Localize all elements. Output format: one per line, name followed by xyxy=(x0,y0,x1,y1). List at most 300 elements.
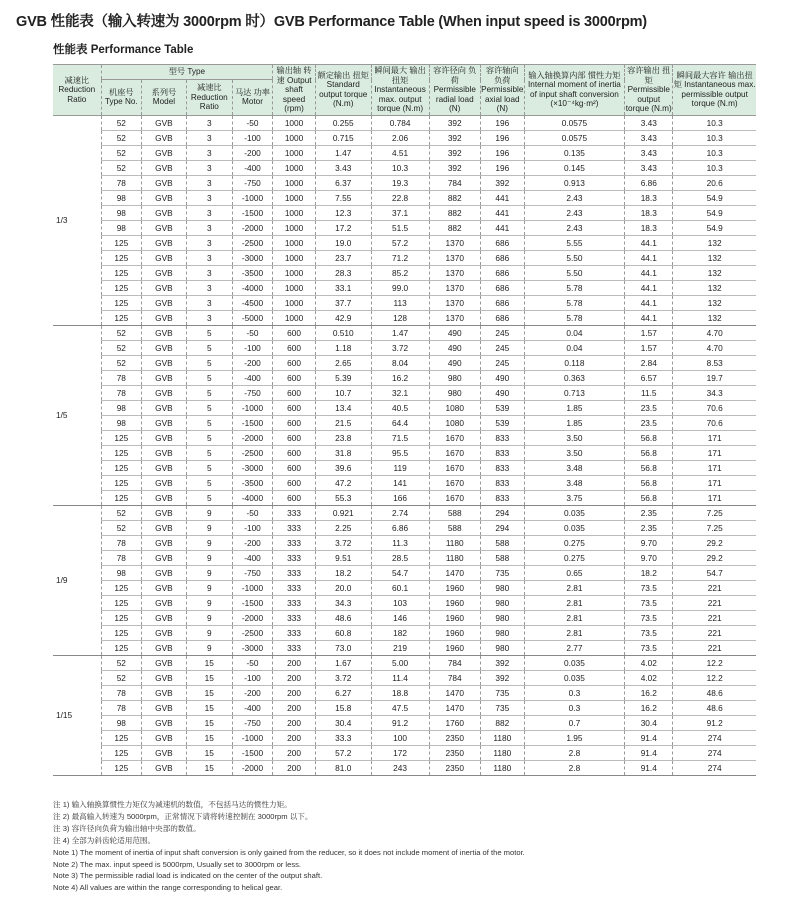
table-cell: 1000 xyxy=(273,160,316,175)
table-cell: 60.8 xyxy=(315,625,371,640)
table-cell: 600 xyxy=(273,415,316,430)
table-cell: GVB xyxy=(142,580,187,595)
table-cell: 0.913 xyxy=(524,175,625,190)
table-cell: GVB xyxy=(142,475,187,490)
table-cell: 125 xyxy=(101,280,141,295)
table-cell: -100 xyxy=(232,520,272,535)
table-cell: 784 xyxy=(429,670,480,685)
table-cell: 600 xyxy=(273,475,316,490)
table-cell: 882 xyxy=(480,715,524,730)
table-cell: 98 xyxy=(101,565,141,580)
table-cell: 166 xyxy=(371,490,429,505)
table-cell: 274 xyxy=(673,745,756,760)
table-cell: 1000 xyxy=(273,130,316,145)
table-cell: 9 xyxy=(186,550,232,565)
table-cell: -3000 xyxy=(232,460,272,475)
table-cell: GVB xyxy=(142,715,187,730)
table-cell: 1470 xyxy=(429,700,480,715)
table-cell: 113 xyxy=(371,295,429,310)
table-cell: 132 xyxy=(673,295,756,310)
table-cell: -750 xyxy=(232,175,272,190)
table-row xyxy=(53,565,756,580)
table-cell: 15 xyxy=(186,700,232,715)
table-cell: -4500 xyxy=(232,295,272,310)
table-cell: 686 xyxy=(480,310,524,325)
table-cell: GVB xyxy=(142,250,187,265)
table-cell: 1180 xyxy=(480,730,524,745)
table-cell: 1370 xyxy=(429,250,480,265)
table-cell: 10.7 xyxy=(315,385,371,400)
table-cell: 196 xyxy=(480,115,524,130)
table-cell: 833 xyxy=(480,475,524,490)
table-cell: -1000 xyxy=(232,190,272,205)
table-row xyxy=(53,760,756,775)
table-row xyxy=(53,415,756,430)
table-cell: 833 xyxy=(480,445,524,460)
table-cell: 15 xyxy=(186,685,232,700)
table-cell: 146 xyxy=(371,610,429,625)
table-cell: GVB xyxy=(142,655,187,670)
table-cell: 882 xyxy=(429,205,480,220)
table-cell: 15.8 xyxy=(315,700,371,715)
table-cell: -750 xyxy=(232,385,272,400)
table-cell: 2.77 xyxy=(524,640,625,655)
table-cell: 171 xyxy=(673,460,756,475)
table-cell: 200 xyxy=(273,655,316,670)
table-cell: -1000 xyxy=(232,580,272,595)
table-cell: 73.0 xyxy=(315,640,371,655)
table-cell: GVB xyxy=(142,205,187,220)
table-cell: 441 xyxy=(480,205,524,220)
table-cell: 3.48 xyxy=(524,460,625,475)
table-cell: 0.04 xyxy=(524,325,625,340)
table-cell: 125 xyxy=(101,640,141,655)
table-cell: 5.50 xyxy=(524,265,625,280)
table-cell: 1000 xyxy=(273,115,316,130)
table-cell: 1000 xyxy=(273,310,316,325)
table-cell: GVB xyxy=(142,565,187,580)
table-cell: 5 xyxy=(186,355,232,370)
table-cell: GVB xyxy=(142,340,187,355)
table-cell: 980 xyxy=(480,625,524,640)
ratio-group-label: 1/9 xyxy=(53,505,101,655)
table-cell: 44.1 xyxy=(625,280,673,295)
table-cell: -3500 xyxy=(232,475,272,490)
table-cell: 0.275 xyxy=(524,535,625,550)
table-row xyxy=(53,265,756,280)
table-cell: -2500 xyxy=(232,625,272,640)
table-cell: 132 xyxy=(673,310,756,325)
page-title: GVB 性能表（输入转速为 3000rpm 时）GVB Performance Table (When input speed is 3000rpm) xyxy=(16,14,647,30)
table-cell: 221 xyxy=(673,610,756,625)
table-cell: 85.2 xyxy=(371,265,429,280)
table-row xyxy=(53,550,756,565)
table-cell: 7.55 xyxy=(315,190,371,205)
table-cell: 3.43 xyxy=(625,160,673,175)
table-cell: 980 xyxy=(480,595,524,610)
table-cell: 2.81 xyxy=(524,580,625,595)
table-cell: 333 xyxy=(273,625,316,640)
table-cell: 56.8 xyxy=(625,460,673,475)
table-cell: 200 xyxy=(273,745,316,760)
table-cell: 2350 xyxy=(429,760,480,775)
table-cell: 980 xyxy=(429,385,480,400)
table-cell: 125 xyxy=(101,610,141,625)
table-cell: 600 xyxy=(273,430,316,445)
table-cell: 3.50 xyxy=(524,430,625,445)
table-cell: 2.35 xyxy=(625,520,673,535)
table-cell: 600 xyxy=(273,460,316,475)
table-cell: 60.1 xyxy=(371,580,429,595)
table-cell: 3.48 xyxy=(524,475,625,490)
table-cell: 172 xyxy=(371,745,429,760)
table-cell: 274 xyxy=(673,730,756,745)
table-cell: GVB xyxy=(142,310,187,325)
table-cell: 10.3 xyxy=(673,145,756,160)
header-reduction-ratio: 减速比 Reduction Ratio xyxy=(186,80,232,116)
table-cell: 98 xyxy=(101,715,141,730)
table-cell: 196 xyxy=(480,160,524,175)
table-cell: GVB xyxy=(142,280,187,295)
table-cell: 735 xyxy=(480,565,524,580)
table-cell: 15 xyxy=(186,745,232,760)
table-cell: 9.70 xyxy=(625,550,673,565)
table-cell: 78 xyxy=(101,385,141,400)
table-cell: 1.18 xyxy=(315,340,371,355)
table-cell: 47.5 xyxy=(371,700,429,715)
table-cell: 73.5 xyxy=(625,580,673,595)
table-cell: 686 xyxy=(480,295,524,310)
table-cell: 52 xyxy=(101,505,141,520)
table-cell: 29.2 xyxy=(673,550,756,565)
table-cell: 588 xyxy=(429,505,480,520)
table-cell: 91.4 xyxy=(625,760,673,775)
table-cell: 125 xyxy=(101,490,141,505)
table-cell: 1180 xyxy=(480,760,524,775)
table-cell: 1180 xyxy=(480,745,524,760)
table-cell: 12.2 xyxy=(673,670,756,685)
table-cell: 54.9 xyxy=(673,205,756,220)
table-cell: 588 xyxy=(429,520,480,535)
table-cell: 44.1 xyxy=(625,235,673,250)
table-cell: 0.035 xyxy=(524,670,625,685)
table-cell: -400 xyxy=(232,700,272,715)
table-cell: 11.3 xyxy=(371,535,429,550)
table-cell: GVB xyxy=(142,190,187,205)
table-cell: 539 xyxy=(480,415,524,430)
table-cell: 52 xyxy=(101,115,141,130)
table-cell: 833 xyxy=(480,490,524,505)
table-cell: 221 xyxy=(673,640,756,655)
table-cell: -1500 xyxy=(232,595,272,610)
table-cell: 23.8 xyxy=(315,430,371,445)
table-cell: 1760 xyxy=(429,715,480,730)
table-cell: 441 xyxy=(480,190,524,205)
table-cell: 1670 xyxy=(429,445,480,460)
table-cell: 3.43 xyxy=(625,115,673,130)
table-cell: -1500 xyxy=(232,745,272,760)
table-cell: 333 xyxy=(273,595,316,610)
table-cell: -50 xyxy=(232,505,272,520)
table-cell: 0.118 xyxy=(524,355,625,370)
table-cell: 31.8 xyxy=(315,445,371,460)
table-cell: 1180 xyxy=(429,550,480,565)
table-cell: GVB xyxy=(142,685,187,700)
table-cell: 3 xyxy=(186,145,232,160)
table-cell: 98 xyxy=(101,190,141,205)
table-cell: 5 xyxy=(186,475,232,490)
table-row xyxy=(53,325,756,340)
table-cell: 52 xyxy=(101,130,141,145)
table-cell: 125 xyxy=(101,295,141,310)
table-cell: 3 xyxy=(186,220,232,235)
table-cell: 91.4 xyxy=(625,745,673,760)
table-cell: 0.3 xyxy=(524,700,625,715)
table-cell: 2.84 xyxy=(625,355,673,370)
table-cell: 333 xyxy=(273,610,316,625)
table-cell: 30.4 xyxy=(315,715,371,730)
table-cell: 3.75 xyxy=(524,490,625,505)
table-cell: 0.0575 xyxy=(524,115,625,130)
table-cell: -2000 xyxy=(232,760,272,775)
table-cell: 132 xyxy=(673,280,756,295)
header-inertia: 输入轴换算内部 惯性力矩 Internal moment of inertia of input shaft conversion (×10⁻⁴kg·m²) xyxy=(524,65,625,116)
table-cell: 78 xyxy=(101,370,141,385)
table-cell: 3 xyxy=(186,175,232,190)
table-cell: GVB xyxy=(142,220,187,235)
table-cell: 9 xyxy=(186,520,232,535)
table-cell: 3 xyxy=(186,280,232,295)
table-cell: 132 xyxy=(673,235,756,250)
table-cell: 392 xyxy=(429,145,480,160)
table-cell: 11.5 xyxy=(625,385,673,400)
table-cell: GVB xyxy=(142,550,187,565)
table-cell: 119 xyxy=(371,460,429,475)
table-cell: 9 xyxy=(186,580,232,595)
table-cell: -2000 xyxy=(232,220,272,235)
table-cell: 200 xyxy=(273,715,316,730)
table-cell: GVB xyxy=(142,670,187,685)
table-row xyxy=(53,250,756,265)
table-row xyxy=(53,445,756,460)
table-cell: GVB xyxy=(142,745,187,760)
header-radial-load: 容许径向 负荷 Permissible radial load (N) xyxy=(429,65,480,116)
table-cell: 980 xyxy=(480,610,524,625)
table-cell: 196 xyxy=(480,145,524,160)
table-cell: 882 xyxy=(429,220,480,235)
header-standard-torque: 额定输出 扭矩 Standard output torque (N.m) xyxy=(315,65,371,116)
table-row xyxy=(53,580,756,595)
table-cell: GVB xyxy=(142,235,187,250)
table-row xyxy=(53,535,756,550)
table-cell: -400 xyxy=(232,160,272,175)
table-cell: 125 xyxy=(101,235,141,250)
table-cell: 128 xyxy=(371,310,429,325)
table-cell: 333 xyxy=(273,550,316,565)
footnote-line: Note 2) The max. input speed is 5000rpm, Usually set to 3000rpm or less. xyxy=(53,859,302,869)
table-cell: 44.1 xyxy=(625,250,673,265)
table-cell: 16.2 xyxy=(371,370,429,385)
table-cell: 91.4 xyxy=(625,730,673,745)
table-cell: 98 xyxy=(101,400,141,415)
table-cell: 0.3 xyxy=(524,685,625,700)
table-row xyxy=(53,640,756,655)
table-cell: GVB xyxy=(142,370,187,385)
table-cell: -200 xyxy=(232,355,272,370)
table-cell: 1000 xyxy=(273,280,316,295)
table-cell: GVB xyxy=(142,130,187,145)
table-cell: 5 xyxy=(186,415,232,430)
table-cell: 735 xyxy=(480,700,524,715)
table-cell: GVB xyxy=(142,520,187,535)
table-cell: 44.1 xyxy=(625,310,673,325)
table-cell: 392 xyxy=(480,670,524,685)
table-cell: 6.57 xyxy=(625,370,673,385)
table-cell: 1.57 xyxy=(625,325,673,340)
table-cell: 1000 xyxy=(273,145,316,160)
table-cell: 18.2 xyxy=(315,565,371,580)
table-cell: 54.9 xyxy=(673,190,756,205)
table-cell: 171 xyxy=(673,430,756,445)
table-cell: 686 xyxy=(480,250,524,265)
table-cell: GVB xyxy=(142,700,187,715)
table-cell: 1180 xyxy=(429,535,480,550)
table-cell: 1000 xyxy=(273,175,316,190)
table-cell: 5.50 xyxy=(524,250,625,265)
header-max-torque: 瞬间最大 输出扭矩 Instantaneous max. output torque (N.m) xyxy=(371,65,429,116)
table-cell: 882 xyxy=(429,190,480,205)
table-cell: 52 xyxy=(101,520,141,535)
table-cell: 5 xyxy=(186,460,232,475)
table-cell: 3 xyxy=(186,190,232,205)
table-cell: 1960 xyxy=(429,595,480,610)
table-cell: -3500 xyxy=(232,265,272,280)
table-cell: 2350 xyxy=(429,745,480,760)
table-cell: 5.78 xyxy=(524,295,625,310)
table-cell: 4.02 xyxy=(625,670,673,685)
table-cell: 600 xyxy=(273,445,316,460)
table-cell: 686 xyxy=(480,235,524,250)
table-cell: 125 xyxy=(101,445,141,460)
table-cell: GVB xyxy=(142,415,187,430)
table-cell: 15 xyxy=(186,670,232,685)
table-cell: 29.2 xyxy=(673,535,756,550)
table-cell: 245 xyxy=(480,325,524,340)
table-cell: 833 xyxy=(480,460,524,475)
table-row xyxy=(53,130,756,145)
table-cell: 2.43 xyxy=(524,220,625,235)
table-cell: 5.00 xyxy=(371,655,429,670)
table-cell: 245 xyxy=(480,355,524,370)
table-cell: 4.51 xyxy=(371,145,429,160)
table-cell: 1.57 xyxy=(625,340,673,355)
table-cell: 1000 xyxy=(273,190,316,205)
table-cell: 9.70 xyxy=(625,535,673,550)
table-cell: 54.7 xyxy=(673,565,756,580)
header-output-speed: 输出轴 转速 Output shaft speed (rpm) xyxy=(273,65,316,116)
table-row xyxy=(53,355,756,370)
table-cell: 71.5 xyxy=(371,430,429,445)
table-cell: 91.2 xyxy=(673,715,756,730)
table-cell: 15 xyxy=(186,655,232,670)
footnotes xyxy=(53,799,525,894)
table-row xyxy=(53,460,756,475)
table-cell: 141 xyxy=(371,475,429,490)
table-cell: 196 xyxy=(480,130,524,145)
table-cell: 95.5 xyxy=(371,445,429,460)
table-cell: 54.9 xyxy=(673,220,756,235)
table-cell: 5 xyxy=(186,430,232,445)
table-cell: 392 xyxy=(429,130,480,145)
table-cell: 56.8 xyxy=(625,490,673,505)
table-cell: 52 xyxy=(101,160,141,175)
table-cell: 51.5 xyxy=(371,220,429,235)
table-row xyxy=(53,610,756,625)
header-inst-max-torque: 瞬间最大容许 输出扭矩 Instantaneous max. permissible output torque (N.m) xyxy=(673,65,756,116)
table-cell: 5.55 xyxy=(524,235,625,250)
section-subtitle: 性能表 Performance Table xyxy=(53,44,194,56)
table-row xyxy=(53,430,756,445)
table-cell: -200 xyxy=(232,145,272,160)
table-cell: GVB xyxy=(142,730,187,745)
table-cell: 0.784 xyxy=(371,115,429,130)
table-cell: 333 xyxy=(273,535,316,550)
table-cell: 171 xyxy=(673,445,756,460)
table-cell: 2.35 xyxy=(625,505,673,520)
table-cell: 2.65 xyxy=(315,355,371,370)
table-cell: 28.5 xyxy=(371,550,429,565)
table-cell: GVB xyxy=(142,445,187,460)
table-cell: 2.06 xyxy=(371,130,429,145)
table-cell: 735 xyxy=(480,685,524,700)
table-cell: 10.3 xyxy=(371,160,429,175)
table-cell: 2.8 xyxy=(524,760,625,775)
table-cell: 3.43 xyxy=(625,130,673,145)
ratio-group-label: 1/5 xyxy=(53,325,101,505)
table-cell: 1.47 xyxy=(371,325,429,340)
table-cell: 91.2 xyxy=(371,715,429,730)
table-cell: 12.2 xyxy=(673,655,756,670)
table-cell: -1500 xyxy=(232,415,272,430)
table-cell: 44.1 xyxy=(625,295,673,310)
header-motor: 马达 功率 Motor xyxy=(232,80,272,116)
table-cell: 294 xyxy=(480,520,524,535)
table-cell: 6.86 xyxy=(371,520,429,535)
table-cell: 392 xyxy=(429,160,480,175)
table-cell: 0.035 xyxy=(524,655,625,670)
table-cell: 125 xyxy=(101,250,141,265)
table-cell: -750 xyxy=(232,715,272,730)
table-cell: -2500 xyxy=(232,235,272,250)
table-cell: 588 xyxy=(480,535,524,550)
table-row xyxy=(53,280,756,295)
table-row xyxy=(53,310,756,325)
table-cell: 0.363 xyxy=(524,370,625,385)
header-model-group: 型号 Type xyxy=(101,65,273,80)
table-cell: 3.72 xyxy=(315,670,371,685)
ratio-group-label: 1/3 xyxy=(53,115,101,325)
table-cell: 2.43 xyxy=(524,205,625,220)
table-cell: 73.5 xyxy=(625,625,673,640)
table-cell: 219 xyxy=(371,640,429,655)
table-cell: 99.0 xyxy=(371,280,429,295)
table-cell: 6.27 xyxy=(315,685,371,700)
table-cell: 28.3 xyxy=(315,265,371,280)
table-cell: -50 xyxy=(232,325,272,340)
table-cell: 125 xyxy=(101,730,141,745)
table-cell: 0.7 xyxy=(524,715,625,730)
table-cell: 294 xyxy=(480,505,524,520)
